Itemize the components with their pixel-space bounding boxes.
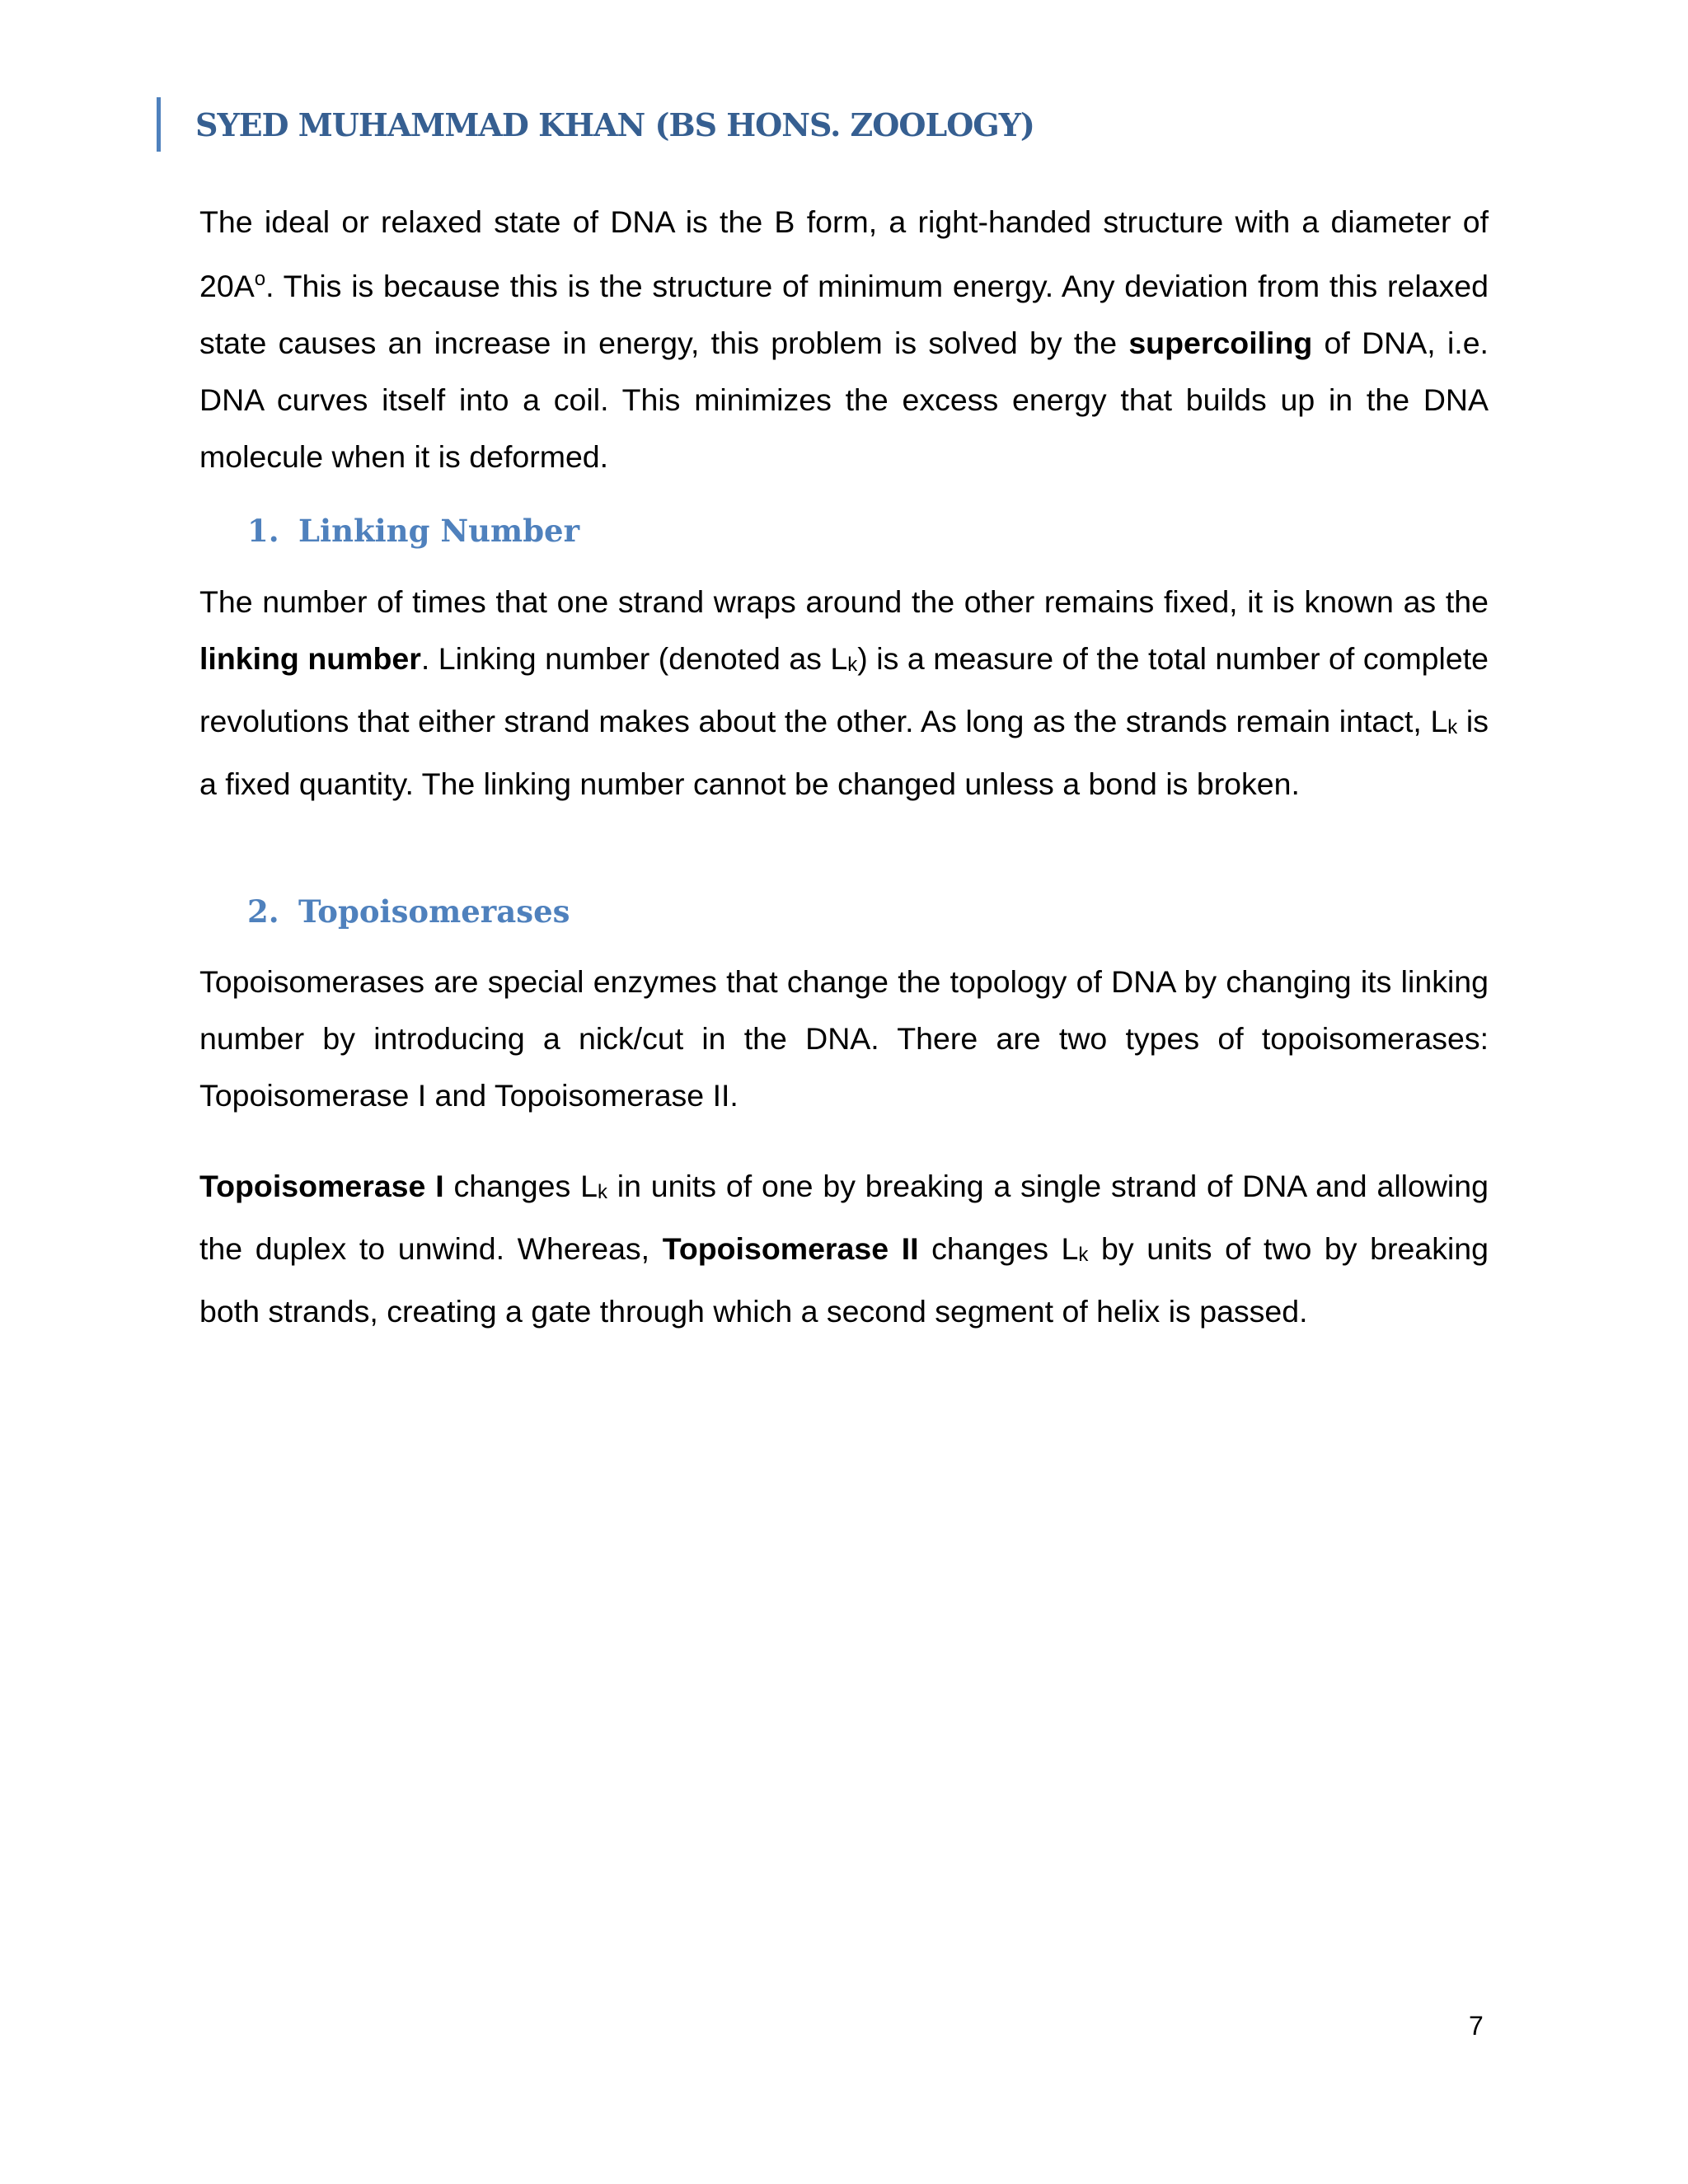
linking-number-term: linking number <box>199 641 421 676</box>
topoisomerase-ii-term: Topoisomerase II <box>662 1231 919 1266</box>
topo-text-b: in units of one by breaking a single strand of DNA and allowing the duplex to unwind. Whereas, <box>199 1169 1489 1266</box>
linking-text-a: The number of times that one strand wraps around the other remains fixed, it is known as the <box>199 584 1489 619</box>
topo-text-a: changes L <box>443 1169 598 1203</box>
degree-superscript: o <box>254 268 266 290</box>
page-header-title: SYED MUHAMMAD KHAN (BS HONS. ZOOLOGY) <box>195 105 1034 143</box>
linking-text-c: ) is a measure of the total number of complete revolutions that either strand makes about the other. As long as the strands remain intact, L <box>199 641 1489 738</box>
topo-text-c: changes L <box>918 1231 1079 1266</box>
section-title: Topoisomerases <box>298 893 570 930</box>
topo-text-d: by units of two by breaking both strands, creating a gate through which a second segment of helix is passed. <box>199 1231 1489 1329</box>
topoisomerase-i-term: Topoisomerase I <box>199 1169 444 1203</box>
section-heading-topoisomerases <box>247 893 570 930</box>
topoisomerase-types-paragraph <box>199 1158 1489 1340</box>
supercoiling-term: supercoiling <box>1128 326 1313 360</box>
intro-text-1: The ideal or relaxed state of DNA is the B form, a right-handed structure with a diameter of 20A <box>199 204 1489 303</box>
linking-number-paragraph <box>199 574 1489 813</box>
lk-subscript: k <box>1447 716 1458 738</box>
section-title: Linking Number <box>298 513 580 549</box>
topoisomerases-text: Topoisomerases are special enzymes that change the topology of DNA by changing its linking number by introducing a nick/cut in the DNA. There are two types of topoisomerases: Topoisomerase I and Topoisomerase II. <box>199 964 1489 1113</box>
lk-subscript: k <box>847 654 858 676</box>
section-number: 2. <box>247 893 279 930</box>
section-number: 1. <box>247 513 279 549</box>
section-heading-linking-number <box>247 513 579 549</box>
intro-text-3: of DNA, i.e. DNA curves itself into a coil. This minimizes the excess energy that builds up in the DNA molecule when it is deformed. <box>199 326 1489 474</box>
intro-text-2: . This is because this is the structure of minimum energy. Any deviation from this relaxed state causes an increase in energy, this problem is solved by the <box>199 269 1489 360</box>
page-header <box>157 97 1034 152</box>
linking-text-d: is a fixed quantity. The linking number cannot be changed unless a bond is broken. <box>199 704 1489 801</box>
intro-paragraph <box>199 194 1489 485</box>
lk-subscript: k <box>1078 1244 1089 1266</box>
page-number: 7 <box>1469 2011 1484 2041</box>
linking-text-b: . Linking number (denoted as L <box>420 641 848 676</box>
topoisomerases-paragraph <box>199 954 1489 1124</box>
lk-subscript: k <box>597 1181 607 1203</box>
